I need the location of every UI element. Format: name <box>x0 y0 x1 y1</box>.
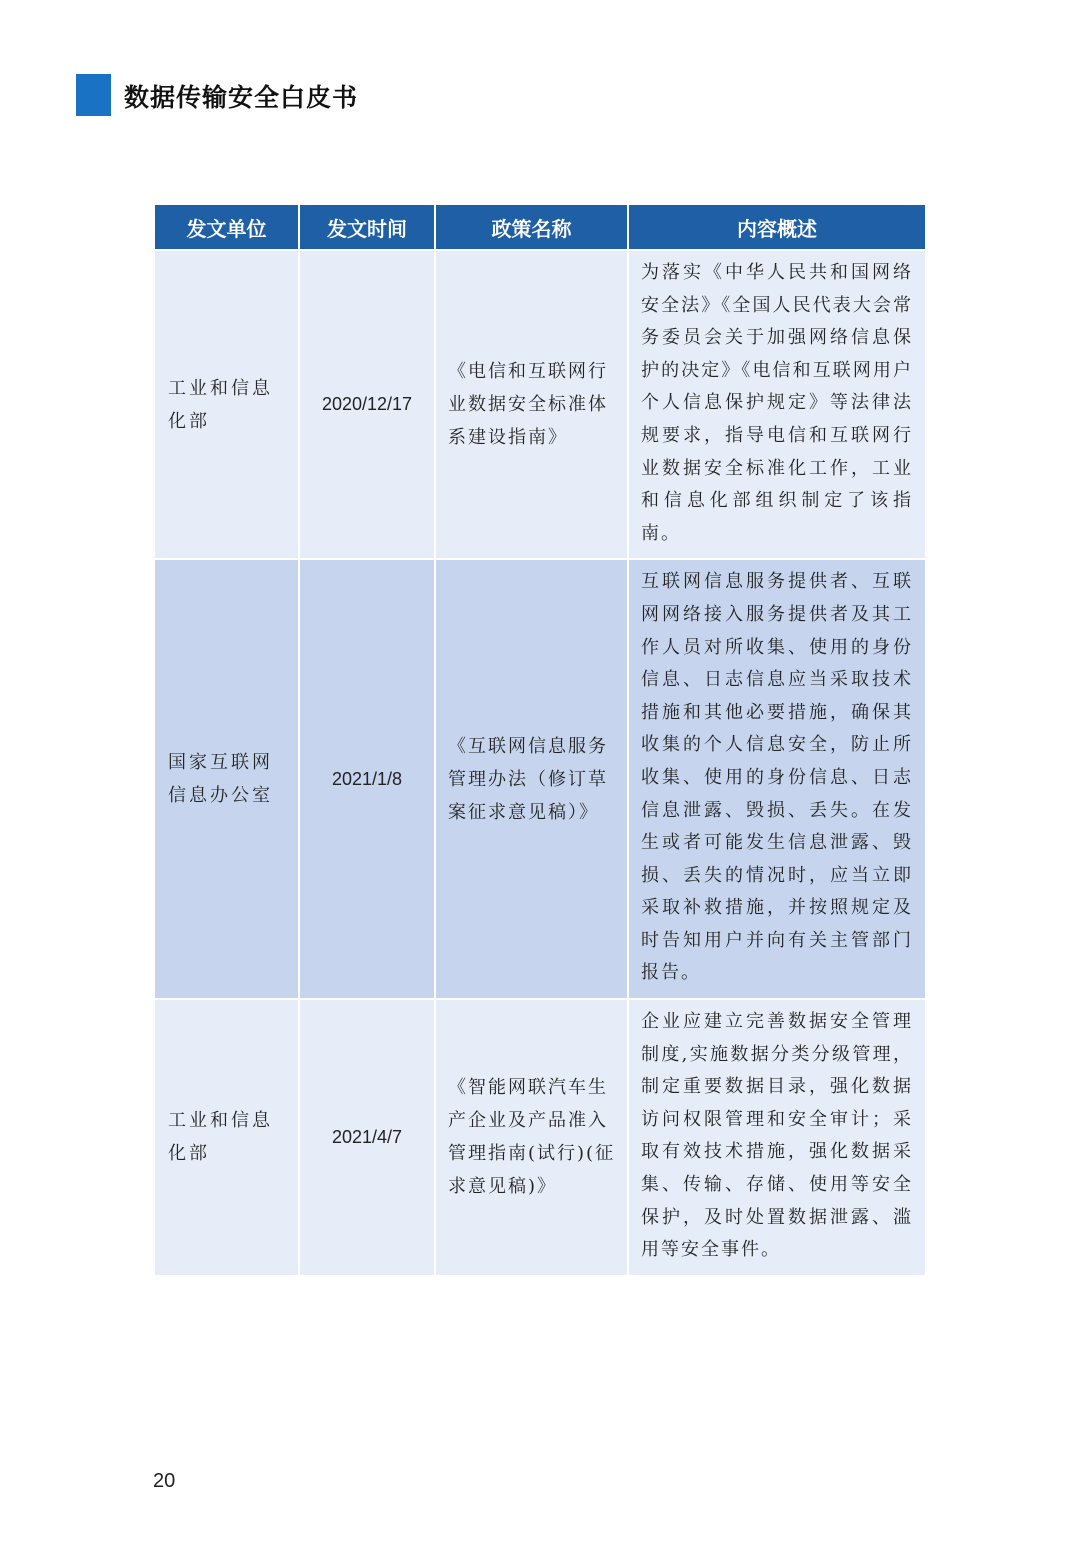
cell-issue-date: 2020/12/17 <box>299 250 435 559</box>
header-content-summary: 内容概述 <box>628 205 925 250</box>
cell-issuing-unit: 工业和信息化部 <box>155 999 299 1275</box>
cell-issue-date: 2021/1/8 <box>299 559 435 999</box>
cell-content-summary: 互联网信息服务提供者、互联网网络接入服务提供者及其工作人员对所收集、使用的身份信息、日志信息应当采取技术措施和其他必要措施，确保其收集的个人信息安全，防止所收集、使用的身份信息、日志信息泄露、毁损、丢失。在发生或者可能发生信息泄露、毁损、丢失的情况时，应当立即采取补救措施，并按照规定及时告知用户并向有关主管部门报告。 <box>628 559 925 999</box>
header-accent-bar <box>76 74 111 116</box>
policy-table <box>155 205 925 1275</box>
cell-policy-name: 《互联网信息服务管理办法（修订草案征求意见稿）》 <box>435 559 628 999</box>
cell-content-summary: 为落实《中华人民共和国网络安全法》《全国人民代表大会常务委员会关于加强网络信息保护的决定》《电信和互联网用户个人信息保护规定》等法律法规要求，指导电信和互联网行业数据安全标准化工作，工业和信息化部组织制定了该指南。 <box>628 250 925 559</box>
cell-content-summary: 企业应建立完善数据安全管理制度,实施数据分类分级管理，制定重要数据目录，强化数据访问权限管理和安全审计；采取有效技术措施，强化数据采集、传输、存储、使用等安全保护，及时处置数据泄露、滥用等安全事件。 <box>628 999 925 1275</box>
header-issue-date: 发文时间 <box>299 205 435 250</box>
cell-policy-name: 《电信和互联网行业数据安全标准体系建设指南》 <box>435 250 628 559</box>
page-header-title: 数据传输安全白皮书 <box>124 83 359 112</box>
table-row <box>155 250 925 559</box>
cell-issuing-unit: 国家互联网信息办公室 <box>155 559 299 999</box>
cell-issue-date: 2021/4/7 <box>299 999 435 1275</box>
header-policy-name: 政策名称 <box>435 205 628 250</box>
table-row <box>155 559 925 999</box>
cell-issuing-unit: 工业和信息化部 <box>155 250 299 559</box>
table-header-row <box>155 205 925 250</box>
header-issuing-unit: 发文单位 <box>155 205 299 250</box>
cell-policy-name: 《智能网联汽车生产企业及产品准入管理指南(试行)(征求意见稿)》 <box>435 999 628 1275</box>
table-row <box>155 999 925 1275</box>
page-number: 20 <box>153 1470 176 1492</box>
